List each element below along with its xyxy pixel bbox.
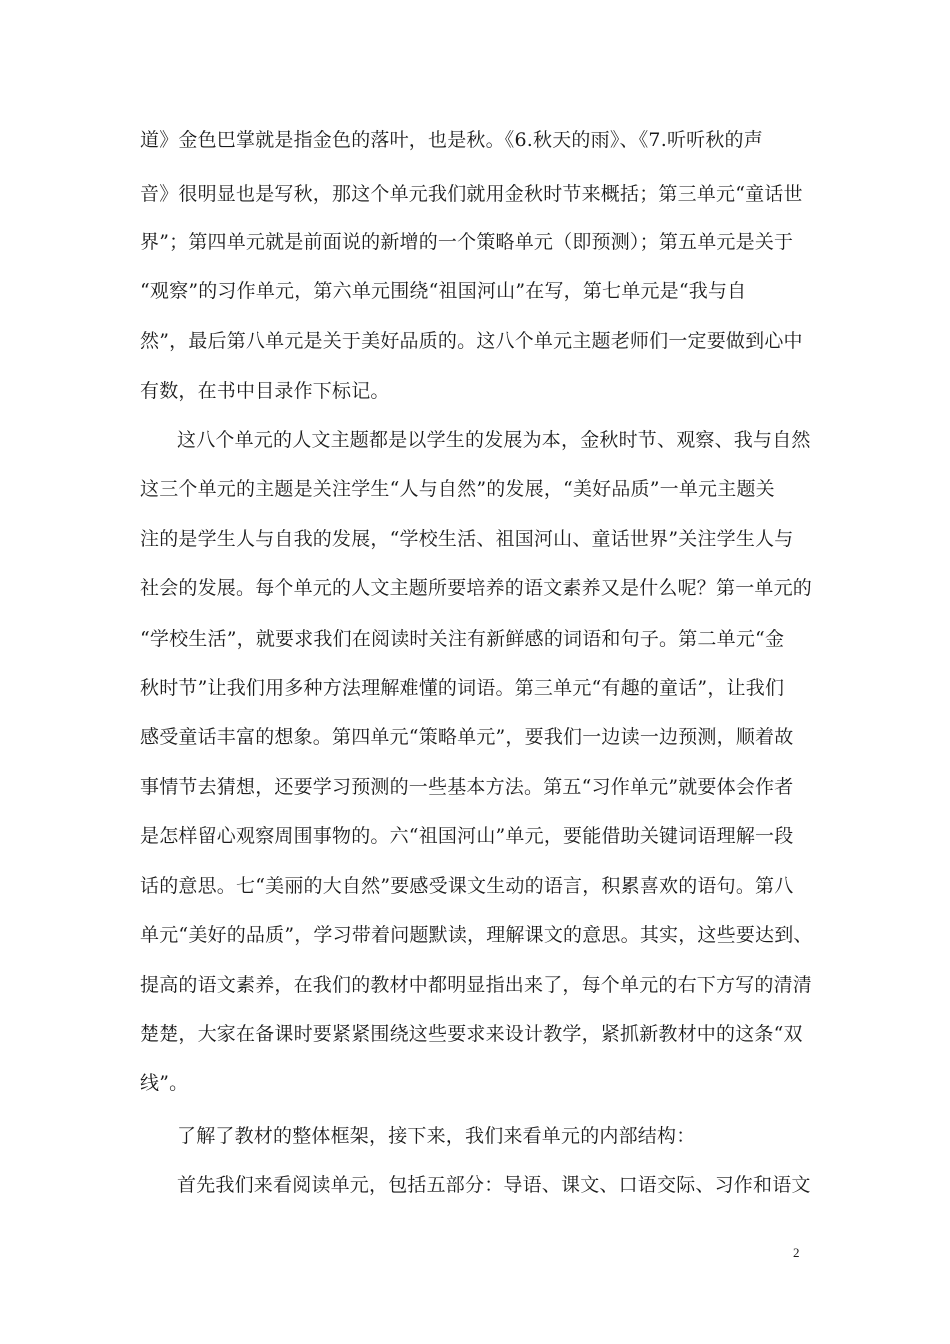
paragraph-line: “观察”的习作单元，第六单元围绕“祖国河山”在写，第七单元是“我与自: [140, 280, 747, 302]
paragraph-line: 事情节去猜想，还要学习预测的一些基本方法。第五“习作单元”就要体会作者: [140, 776, 794, 798]
page-number: 2: [793, 1245, 800, 1260]
paragraph-line: 注的是学生人与自我的发展，“学校生活、祖国河山、童话世界”关注学生人与: [140, 528, 794, 550]
paragraph-line: 然”，最后第八单元是关于美好品质的。这八个单元主题老师们一定要做到心中: [140, 330, 803, 352]
paragraph-line: 单元“美好的品质”，学习带着问题默读，理解课文的意思。其实，这些要达到、: [140, 924, 813, 946]
paragraph-line: 这三个单元的主题是关注学生“人与自然”的发展，“美好品质”一单元主题关: [140, 478, 775, 500]
paragraph-line: 首先我们来看阅读单元，包括五部分：导语、课文、口语交际、习作和语文: [177, 1174, 811, 1196]
paragraph-line: 有数，在书中目录作下标记。: [140, 380, 390, 402]
paragraph-line: 提高的语文素养，在我们的教材中都明显指出来了，每个单元的右下方写的清清: [140, 974, 813, 996]
paragraph-line: 了解了教材的整体框架，接下来，我们来看单元的内部结构：: [177, 1125, 696, 1147]
paragraph-line: 是怎样留心观察周围事物的。六“祖国河山”单元，要能借助关键词语理解一段: [140, 825, 794, 847]
paragraph-line: “学校生活”，就要求我们在阅读时关注有新鲜感的词语和句子。第二单元“金: [140, 628, 785, 650]
paragraph-line: 音》很明显也是写秋，那这个单元我们就用金秋时节来概括；第三单元“童话世: [140, 183, 803, 205]
paragraph-line: 界”；第四单元就是前面说的新增的一个策略单元（即预测）；第五单元是关于: [140, 231, 794, 253]
paragraph-line: 道》金色巴掌就是指金色的落叶，也是秋。《6.秋天的雨》、《7.听听秋的声: [140, 129, 763, 151]
paragraph-line: 秋时节”让我们用多种方法理解难懂的词语。第三单元“有趣的童话”，让我们: [140, 677, 785, 699]
paragraph-line: 这八个单元的人文主题都是以学生的发展为本，金秋时节、观察、我与自然: [177, 429, 811, 451]
paragraph-line: 话的意思。七“美丽的大自然”要感受课文生动的语言，积累喜欢的语句。第八: [140, 875, 794, 897]
paragraph-line: 感受童话丰富的想象。第四单元“策略单元”，要我们一边读一边预测，顺着故: [140, 726, 794, 748]
paragraph-line: 楚楚，大家在备课时要紧紧围绕这些要求来设计教学，紧抓新教材中的这条“双: [140, 1023, 803, 1045]
paragraph-line: 社会的发展。每个单元的人文主题所要培养的语文素养又是什么呢？第一单元的: [140, 577, 813, 599]
paragraph-line: 线”。: [140, 1072, 189, 1094]
